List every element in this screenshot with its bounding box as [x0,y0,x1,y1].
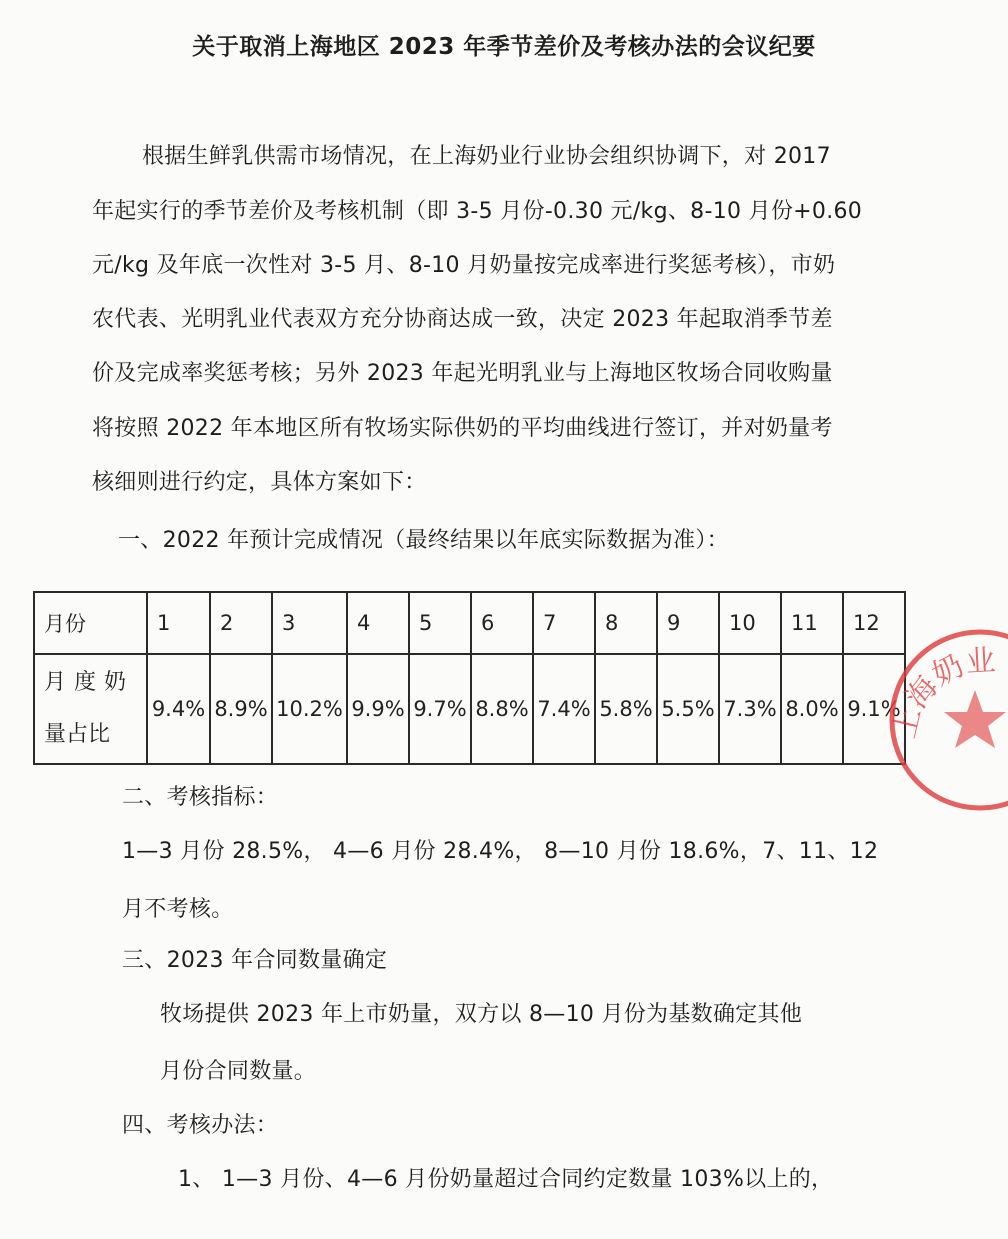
intro-line-3: 元/kg 及年底一次性对 3-5 月、8-10 月奶量按完成率进行奖惩考核），市奶 [92,253,836,278]
section-2-line-2: 月不考核。 [122,897,234,922]
intro-line-4: 农代表、光明乳业代表双方充分协商达成一致，决定 2023 年起取消季节差 [92,307,833,332]
month-cell: 5 [409,592,471,654]
month-cell: 1 [147,592,210,654]
month-cell: 6 [471,592,533,654]
value-cell: 9.7% [409,654,471,764]
value-cell: 10.2% [272,654,347,764]
value-cell: 8.0% [781,654,843,764]
value-cell: 8.9% [210,654,272,764]
month-cell: 9 [657,592,719,654]
intro-line-2: 年起实行的季节差价及考核机制（即 3-5 月份-0.30 元/kg、8-10 月份+0.60 [92,199,863,224]
section-3-line-2: 月份合同数量。 [160,1059,317,1084]
value-cell: 7.3% [719,654,781,764]
value-cell: 9.1% [843,654,905,764]
value-cell: 7.4% [533,654,595,764]
section-2-heading: 二、考核指标： [122,785,279,810]
section-3-heading: 三、2023 年合同数量确定 [122,948,388,973]
table-header-row [34,592,905,654]
month-cell: 12 [843,592,905,654]
intro-line-1: 根据生鲜乳供需市场情况，在上海奶业行业协会组织协调下，对 2017 [142,144,831,169]
row-label-line-1: 月度奶 [44,670,135,695]
month-cell: 7 [533,592,595,654]
document-title: 关于取消上海地区 2023 年季节差价及考核办法的会议纪要 [192,34,816,60]
value-cell: 9.4% [147,654,210,764]
value-cell: 8.8% [471,654,533,764]
section-4-item-1: 1、 1—3 月份、4—6 月份奶量超过合同约定数量 103%以上的， [178,1167,834,1192]
month-cell: 3 [272,592,347,654]
seal-text: 上海奶业 [887,643,997,742]
row-label-cell [34,654,147,764]
month-cell: 8 [595,592,657,654]
value-cell: 5.5% [657,654,719,764]
month-cell: 2 [210,592,272,654]
section-4-heading: 四、考核办法： [122,1113,279,1138]
month-cell: 11 [781,592,843,654]
month-cell: 4 [347,592,409,654]
value-cell: 9.9% [347,654,409,764]
monthly-share-table [33,591,906,765]
section-1-heading: 一、2022 年预计完成情况（最终结果以年底实际数据为准）： [118,528,729,553]
intro-line-5: 价及完成率奖惩考核；另外 2023 年起光明乳业与上海地区牧场合同收购量 [92,361,833,386]
table-value-row [34,654,905,764]
red-seal-stamp [880,620,1008,820]
section-2-line-1: 1—3 月份 28.5%， 4—6 月份 28.4%， 8—10 月份 18.6%，7、11、12 [122,839,879,864]
header-label-cell: 月份 [34,592,147,654]
value-cell: 5.8% [595,654,657,764]
section-3-line-1: 牧场提供 2023 年上市奶量，双方以 8—10 月份为基数确定其他 [160,1002,803,1027]
row-label-line-2: 量占比 [44,722,111,747]
seal-star-icon [944,690,1006,748]
intro-line-6: 将按照 2022 年本地区所有牧场实际供奶的平均曲线进行签订，并对奶量考 [92,416,833,441]
month-cell: 10 [719,592,781,654]
intro-line-7: 核细则进行约定，具体方案如下： [92,470,427,495]
